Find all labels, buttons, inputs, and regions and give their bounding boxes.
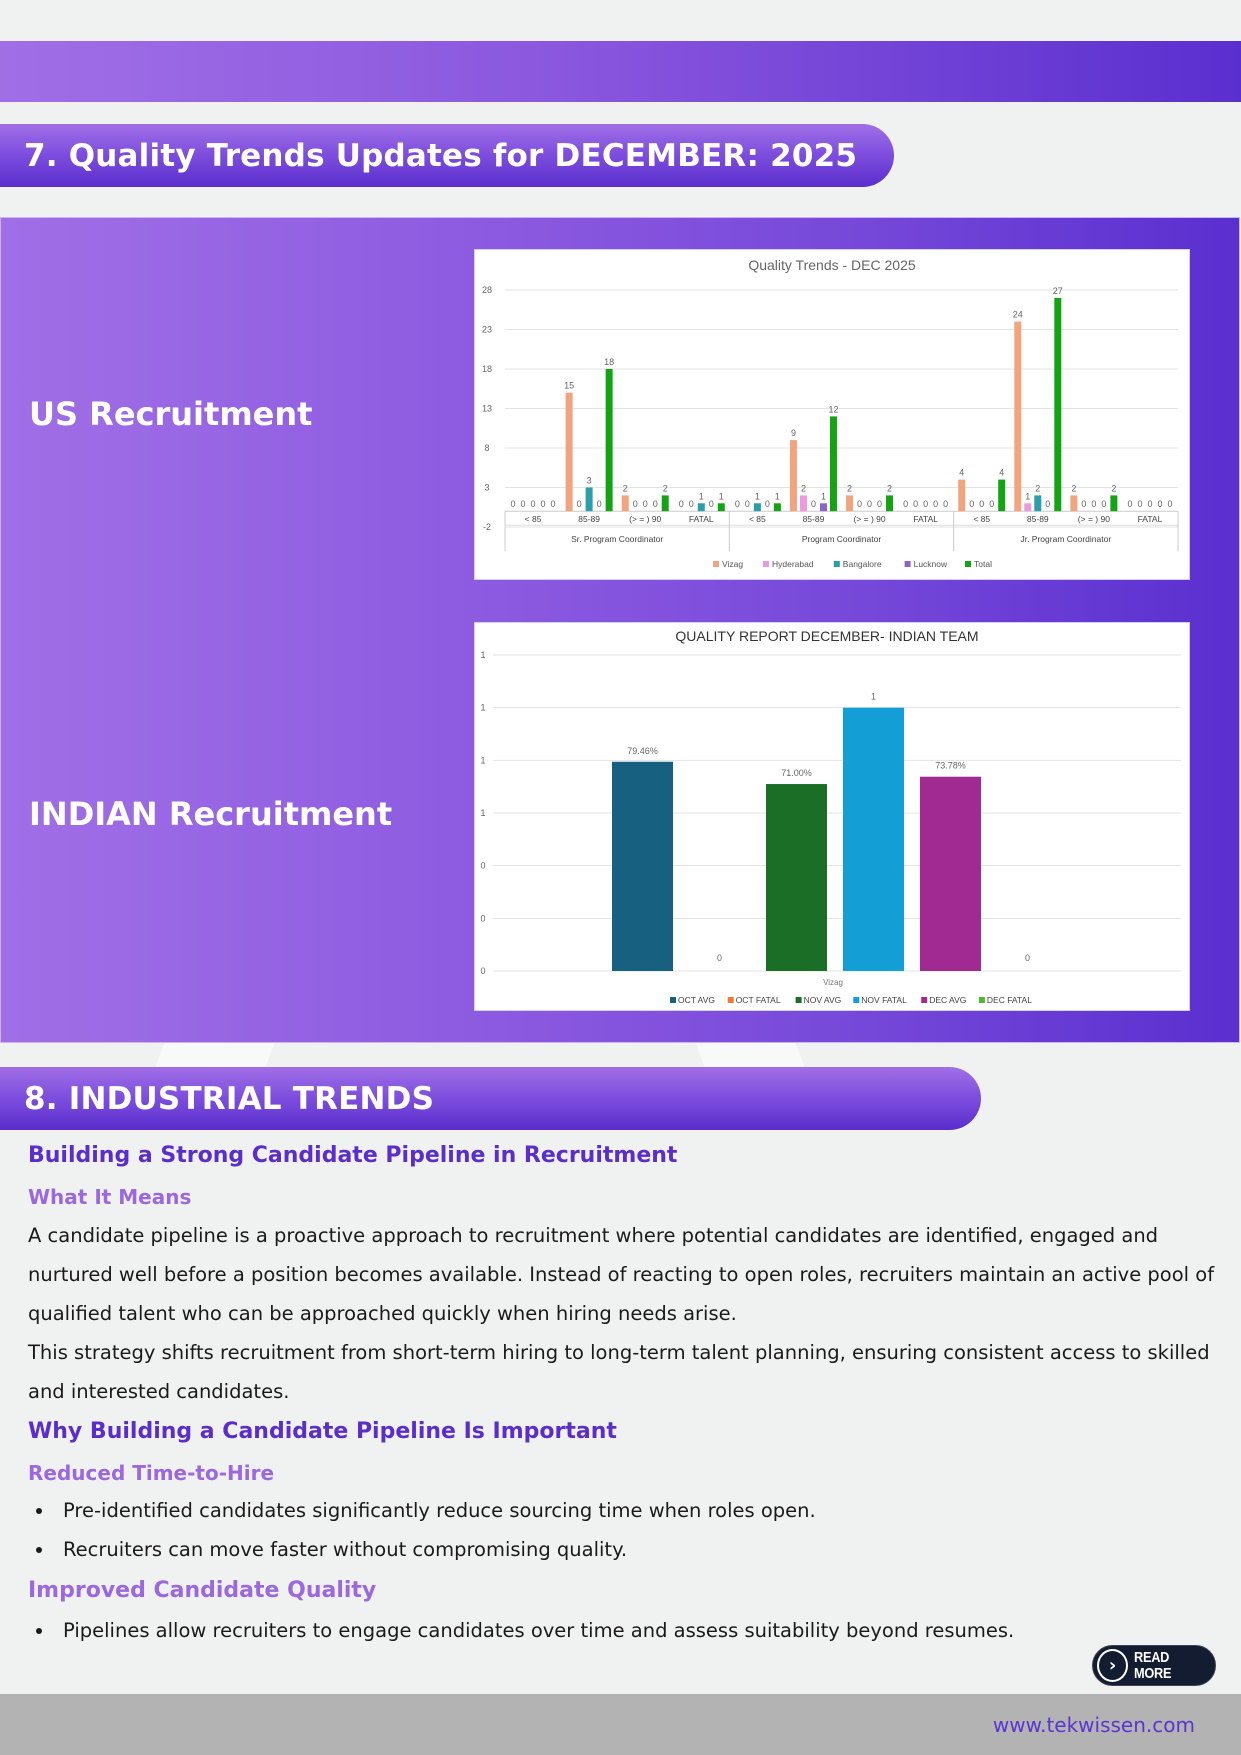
svg-text:0: 0	[1045, 499, 1051, 510]
svg-text:0: 0	[1167, 499, 1173, 510]
svg-text:2: 2	[887, 483, 893, 494]
svg-text:0: 0	[734, 499, 740, 510]
svg-text:0: 0	[510, 499, 516, 510]
svg-text:12: 12	[828, 404, 839, 415]
svg-text:0: 0	[688, 499, 694, 510]
svg-text:23: 23	[481, 324, 493, 335]
svg-text:0: 0	[550, 499, 556, 510]
section-7-header	[0, 124, 894, 187]
bullet-text: Pre-identified candidates significantly reduce sourcing time when roles open.	[63, 1499, 816, 1522]
svg-text:2: 2	[622, 483, 628, 494]
svg-text:0: 0	[716, 953, 723, 963]
bullet-dot-icon	[36, 1508, 42, 1514]
svg-text:DEC FATAL: DEC FATAL	[986, 995, 1032, 1005]
svg-text:Lucknow: Lucknow	[913, 559, 948, 569]
svg-text:4: 4	[959, 467, 965, 478]
indian-recruitment-label: INDIAN Recruitment	[29, 795, 393, 833]
svg-text:85-89: 85-89	[802, 514, 825, 525]
heading-why-important: Why Building a Candidate Pipeline Is Important	[28, 1419, 617, 1444]
svg-text:9: 9	[790, 428, 796, 439]
read-more-label: READ MORE	[1134, 1649, 1172, 1682]
svg-text:1: 1	[480, 808, 486, 818]
svg-text:0: 0	[877, 499, 883, 510]
paragraph-strategy: This strategy shifts recruitment from short-term hiring to long-term talent planning, ensuring consistent access to skilled and interested candidates.	[28, 1341, 1210, 1403]
svg-text:18: 18	[481, 364, 493, 374]
svg-text:0: 0	[1147, 499, 1153, 510]
svg-text:1: 1	[698, 491, 704, 502]
chevron-right-circle-icon: ›	[1097, 1649, 1128, 1682]
svg-text:0: 0	[540, 499, 546, 510]
svg-text:1: 1	[480, 755, 486, 766]
svg-text:0: 0	[480, 860, 486, 871]
svg-text:1: 1	[718, 491, 724, 502]
svg-text:15: 15	[564, 380, 575, 391]
svg-text:0: 0	[903, 499, 909, 510]
svg-text:0: 0	[867, 499, 873, 510]
svg-text:-2: -2	[482, 522, 492, 532]
svg-text:28: 28	[481, 285, 493, 295]
svg-text:OCT FATAL: OCT FATAL	[735, 995, 781, 1005]
bullet-text: Pipelines allow recruiters to engage candidates over time and assess suitability beyond resumes.	[63, 1619, 1015, 1642]
svg-text:0: 0	[480, 913, 486, 924]
footer	[0, 1694, 1241, 1755]
svg-text:FATAL: FATAL	[688, 514, 714, 525]
svg-text:0: 0	[857, 499, 863, 510]
section-7-title: 7. Quality Trends Updates for DECEMBER: 2025	[24, 137, 858, 174]
bullet-dot-icon	[36, 1628, 42, 1634]
svg-text:< 85: < 85	[748, 514, 766, 525]
bullet-dot-icon	[36, 1547, 42, 1553]
paragraph-definition: A candidate pipeline is a proactive approach to recruitment where potential candidates are identified, engaged and nurtured well before a position becomes available. Instead of reacting to open roles, recruiters maintain an active pool of qualified talent who can be approached quickly when hiring needs arise.	[28, 1224, 1215, 1325]
bullet-text: Recruiters can move faster without compromising quality.	[63, 1538, 628, 1561]
svg-text:0: 0	[1081, 499, 1087, 510]
svg-text:0: 0	[1157, 499, 1163, 510]
svg-text:73.78%: 73.78%	[935, 760, 966, 771]
svg-text:0: 0	[1137, 499, 1143, 510]
svg-text:Vizag: Vizag	[722, 559, 744, 569]
us-quality-trends-chart	[474, 249, 1190, 580]
svg-text:71.00%: 71.00%	[781, 768, 812, 779]
indian-quality-report-chart	[474, 622, 1190, 1011]
svg-text:0: 0	[1101, 499, 1107, 510]
quality-trends-panel	[0, 217, 1240, 1043]
svg-text:0: 0	[652, 499, 658, 510]
svg-text:Bangalore: Bangalore	[842, 559, 882, 569]
svg-text:1: 1	[870, 691, 877, 702]
watermark-shape	[156, 1043, 275, 1067]
svg-text:< 85: < 85	[973, 514, 991, 525]
svg-text:85-89: 85-89	[1026, 514, 1049, 525]
subheading-reduced-time: Reduced Time-to-Hire	[28, 1461, 275, 1485]
read-more-button[interactable]	[1092, 1645, 1216, 1686]
svg-text:0: 0	[913, 499, 919, 510]
section-8-title: 8. INDUSTRIAL TRENDS	[24, 1080, 435, 1117]
bullet-item	[36, 1619, 1014, 1642]
svg-text:2: 2	[1111, 483, 1117, 494]
svg-text:1: 1	[774, 491, 780, 502]
svg-text:2: 2	[847, 483, 853, 494]
svg-text:0: 0	[642, 499, 648, 510]
subheading-what-it-means: What It Means	[28, 1185, 192, 1209]
svg-text:4: 4	[999, 467, 1005, 478]
svg-text:0: 0	[708, 499, 714, 510]
svg-text:DEC AVG: DEC AVG	[929, 995, 967, 1005]
svg-text:1: 1	[754, 491, 760, 502]
svg-text:0: 0	[632, 499, 638, 510]
svg-text:0: 0	[596, 499, 602, 510]
svg-text:FATAL: FATAL	[1137, 514, 1163, 525]
article-heading: Building a Strong Candidate Pipeline in Recruitment	[28, 1143, 678, 1168]
svg-text:OCT AVG: OCT AVG	[678, 995, 716, 1005]
us-quality-chart-svg	[475, 250, 1189, 579]
svg-text:13: 13	[481, 403, 493, 414]
svg-text:Quality Trends - DEC 2025: Quality Trends - DEC 2025	[748, 257, 916, 273]
svg-text:1: 1	[1025, 491, 1031, 502]
watermark-shape	[696, 1043, 805, 1067]
svg-text:2: 2	[800, 483, 806, 494]
svg-text:0: 0	[480, 966, 486, 976]
svg-text:0: 0	[1091, 499, 1097, 510]
svg-text:(> = ) 90: (> = ) 90	[629, 514, 662, 525]
svg-text:(> = ) 90: (> = ) 90	[853, 514, 886, 525]
svg-text:0: 0	[678, 499, 684, 510]
bullet-item	[36, 1499, 816, 1522]
svg-text:NOV AVG: NOV AVG	[803, 995, 842, 1005]
svg-text:0: 0	[764, 499, 770, 510]
svg-text:Jr. Program Coordinator: Jr. Program Coordinator	[1020, 534, 1112, 545]
subheading-improved-quality: Improved Candidate Quality	[28, 1578, 377, 1603]
svg-text:Sr. Program Coordinator: Sr. Program Coordinator	[571, 534, 664, 545]
svg-text:(> = ) 90: (> = ) 90	[1077, 514, 1110, 525]
svg-text:18: 18	[604, 357, 615, 367]
svg-text:0: 0	[810, 499, 816, 510]
svg-text:8: 8	[484, 443, 490, 453]
svg-text:Program Coordinator: Program Coordinator	[801, 534, 882, 545]
svg-text:1: 1	[480, 702, 486, 713]
svg-text:0: 0	[969, 499, 975, 510]
website-link[interactable]: www.tekwissen.com	[992, 1712, 1195, 1737]
svg-text:2: 2	[1071, 483, 1077, 494]
svg-text:0: 0	[933, 499, 939, 510]
us-recruitment-label: US Recruitment	[29, 395, 313, 433]
svg-text:27: 27	[1052, 285, 1063, 296]
svg-text:0: 0	[576, 499, 582, 510]
svg-text:Total: Total	[974, 559, 992, 569]
svg-text:3: 3	[484, 482, 490, 493]
svg-text:0: 0	[1127, 499, 1133, 510]
svg-text:0: 0	[989, 499, 995, 510]
svg-text:0: 0	[943, 499, 949, 510]
svg-text:1: 1	[480, 650, 486, 660]
svg-text:0: 0	[744, 499, 750, 510]
svg-text:QUALITY REPORT DECEMBER- INDIA: QUALITY REPORT DECEMBER- INDIAN TEAM	[675, 628, 979, 644]
svg-text:0: 0	[520, 499, 526, 510]
svg-text:Vizag: Vizag	[823, 978, 843, 987]
svg-text:2: 2	[1035, 483, 1041, 494]
svg-text:< 85: < 85	[524, 514, 542, 525]
svg-text:0: 0	[923, 499, 929, 510]
svg-text:24: 24	[1012, 309, 1023, 320]
svg-text:0: 0	[530, 499, 536, 510]
svg-text:Hyderabad: Hyderabad	[772, 559, 814, 569]
bullet-item	[36, 1538, 627, 1561]
svg-text:NOV FATAL: NOV FATAL	[861, 995, 907, 1005]
svg-text:79.46%: 79.46%	[627, 745, 658, 756]
svg-text:FATAL: FATAL	[913, 514, 938, 525]
svg-text:85-89: 85-89	[578, 514, 600, 525]
section-8-header	[0, 1067, 981, 1130]
svg-text:1: 1	[820, 491, 826, 502]
top-banner	[0, 41, 1241, 102]
svg-text:2: 2	[662, 483, 668, 494]
svg-text:3: 3	[586, 475, 592, 486]
indian-quality-chart-svg	[475, 623, 1189, 1010]
svg-text:0: 0	[1024, 953, 1031, 963]
svg-text:0: 0	[979, 499, 985, 510]
